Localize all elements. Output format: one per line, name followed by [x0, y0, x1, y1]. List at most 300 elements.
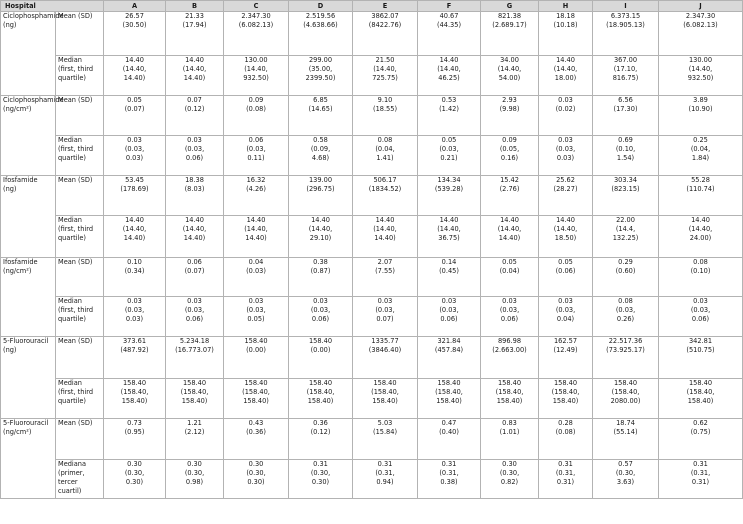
- value-cell: [481, 419, 539, 460]
- value-cell: [289, 136, 353, 176]
- table-row: [1, 258, 743, 297]
- col-header-e: E: [353, 1, 418, 12]
- value-line: (296.75): [306, 185, 335, 193]
- col-header-c: C: [224, 1, 289, 12]
- value-line: 0.29: [618, 258, 633, 266]
- value-line: (0.08): [246, 105, 266, 113]
- value-line: (158.40,: [551, 388, 580, 396]
- value-line: 130.00: [688, 56, 713, 64]
- value-cell: [104, 176, 166, 216]
- value-line: 0.38): [440, 478, 458, 486]
- value-line: 0.69: [618, 136, 633, 144]
- value-cell: [166, 96, 224, 136]
- value-line: 1335.77: [371, 337, 399, 345]
- value-line: 54.00): [498, 74, 521, 82]
- value-line: 2399.50): [305, 74, 336, 82]
- value-line: 0.05: [558, 258, 573, 266]
- value-line: 158.40: [122, 379, 147, 387]
- value-line: 0.03: [558, 96, 573, 104]
- value-cell: [659, 56, 743, 96]
- value-line: (0.31,: [439, 469, 459, 477]
- value-line: 0.16): [500, 154, 519, 162]
- value-line: 816.75): [612, 74, 639, 82]
- value-line: (0.45): [439, 267, 459, 275]
- value-line: 158.40): [243, 397, 269, 405]
- value-cell: [418, 216, 481, 258]
- value-line: 2.519.56: [305, 12, 336, 20]
- value-line: (0.87): [310, 267, 331, 275]
- value-line: 21.50: [375, 56, 395, 64]
- value-line: 3.89: [693, 96, 708, 104]
- value-cell: [289, 297, 353, 337]
- value-line: 18.38: [185, 176, 204, 184]
- value-line: (14.40,: [182, 225, 207, 233]
- value-line: (17.10,: [613, 65, 638, 73]
- stat-label-median: Median (first, third quartile): [56, 136, 104, 176]
- value-cell: [481, 216, 539, 258]
- value-line: 29.10): [309, 234, 332, 242]
- table-row: [1, 12, 743, 56]
- value-line: (0.03,: [555, 145, 576, 153]
- drug-group-label: [1, 419, 56, 499]
- value-line: 158.40: [182, 379, 207, 387]
- drug-unit: (ng): [3, 21, 17, 29]
- value-line: (1.42): [439, 105, 459, 113]
- value-line: 0.31: [377, 460, 393, 468]
- value-line: 0.43: [248, 419, 264, 427]
- value-line: 2.93: [502, 96, 517, 104]
- value-cell: [289, 460, 353, 499]
- value-cell: [539, 96, 593, 136]
- value-line: (8422.76): [368, 21, 402, 29]
- value-line: (0.10): [690, 267, 711, 275]
- value-line: 158.40: [613, 379, 638, 387]
- value-line: 0.31: [693, 460, 708, 468]
- value-line: 0.10: [127, 258, 142, 266]
- value-line: (0.07): [124, 105, 145, 113]
- value-line: 3.63): [616, 478, 635, 486]
- value-cell: [539, 136, 593, 176]
- value-line: (0.00): [246, 346, 266, 354]
- value-line: (0.03,: [555, 306, 576, 314]
- header-row: [1, 1, 743, 12]
- value-line: (0.03,: [439, 306, 459, 314]
- value-line: 139.00: [308, 176, 333, 184]
- value-line: (0.30,: [246, 469, 266, 477]
- value-line: 158.40: [497, 379, 522, 387]
- value-line: 3862.07: [371, 12, 399, 20]
- value-line: 158.40: [244, 379, 268, 387]
- value-line: (16.773.07): [175, 346, 214, 354]
- value-line: (0.03,: [246, 145, 266, 153]
- value-line: 14.40: [311, 216, 330, 224]
- value-line: (0.04): [499, 267, 520, 275]
- value-line: 14.40: [500, 216, 519, 224]
- value-cell: [593, 379, 659, 419]
- value-line: (0.60): [615, 267, 636, 275]
- value-line: 0.08: [618, 297, 633, 305]
- value-line: 14.40: [246, 216, 266, 224]
- value-line: 134.34: [437, 176, 461, 184]
- value-cell: [539, 176, 593, 216]
- value-line: 158.40): [552, 397, 579, 405]
- value-cell: [224, 96, 289, 136]
- value-cell: [481, 297, 539, 337]
- value-line: 14.40): [374, 234, 396, 242]
- value-line: (6.082.13): [238, 21, 274, 29]
- value-line: (0.07): [184, 267, 205, 275]
- value-line: 0.57: [618, 460, 633, 468]
- value-line: (158.40,: [242, 388, 270, 396]
- table-header: [1, 1, 743, 12]
- value-line: 0.06): [440, 315, 458, 323]
- value-line: 0.36: [313, 419, 328, 427]
- value-line: (14.40,: [437, 225, 461, 233]
- value-line: (17.94): [182, 21, 207, 29]
- value-cell: [659, 216, 743, 258]
- value-line: (10.18): [553, 21, 578, 29]
- value-line: (0.03,: [499, 306, 520, 314]
- value-cell: [539, 297, 593, 337]
- value-line: (9.98): [499, 105, 520, 113]
- value-line: (14.40,: [688, 225, 713, 233]
- drug-name: 5-Fluorouracil: [3, 337, 49, 345]
- value-cell: [224, 379, 289, 419]
- value-line: 0.06): [185, 315, 204, 323]
- value-line: (4.26): [246, 185, 266, 193]
- stat-label-mean: Mean (SD): [56, 337, 104, 379]
- value-line: (0.03,: [124, 306, 145, 314]
- value-cell: [418, 379, 481, 419]
- value-line: 0.03): [556, 154, 575, 162]
- value-line: (55.14): [613, 428, 638, 436]
- value-line: 14.40): [183, 74, 206, 82]
- value-line: (0.08): [555, 428, 576, 436]
- value-line: 15.42: [500, 176, 519, 184]
- value-line: 367.00: [613, 56, 638, 64]
- value-line: 0.58: [313, 136, 328, 144]
- value-cell: [418, 56, 481, 96]
- value-line: 9.10: [377, 96, 393, 104]
- value-line: 36.75): [438, 234, 460, 242]
- col-header-h: H: [539, 1, 593, 12]
- value-line: 0.03: [502, 297, 517, 305]
- value-line: (0.31,: [555, 469, 576, 477]
- value-line: 2.07: [377, 258, 393, 266]
- value-line: 0.03: [187, 297, 202, 305]
- value-line: 0.06: [248, 136, 264, 144]
- value-line: 158.40): [436, 397, 462, 405]
- value-line: 14.40: [375, 216, 395, 224]
- value-line: (0.30,: [184, 469, 205, 477]
- value-cell: [224, 136, 289, 176]
- value-cell: [289, 419, 353, 460]
- value-cell: [593, 12, 659, 56]
- table-row: [1, 337, 743, 379]
- value-line: (14.40,: [373, 65, 397, 73]
- value-line: 0.03): [125, 154, 144, 162]
- value-line: (14.40,: [244, 225, 268, 233]
- stat-label-mean: Mean (SD): [56, 258, 104, 297]
- value-cell: [224, 297, 289, 337]
- value-line: 342.81: [688, 337, 713, 345]
- value-line: (14.40,: [553, 225, 578, 233]
- value-line: 34.00: [500, 56, 519, 64]
- value-line: (0.30,: [124, 469, 145, 477]
- value-line: 22.517.36: [608, 337, 643, 345]
- value-cell: [539, 56, 593, 96]
- value-cell: [289, 96, 353, 136]
- value-cell: [418, 176, 481, 216]
- value-cell: [353, 379, 418, 419]
- value-cell: [224, 216, 289, 258]
- col-header-j: J: [659, 1, 743, 12]
- value-line: 46.25): [438, 74, 460, 82]
- value-line: 25.62: [556, 176, 575, 184]
- value-line: (158.40,: [120, 388, 149, 396]
- value-line: (0.00): [310, 346, 331, 354]
- value-line: (2.689.17): [492, 21, 527, 29]
- value-line: 0.03: [248, 297, 264, 305]
- col-header-b: B: [166, 1, 224, 12]
- value-line: (0.04,: [690, 145, 711, 153]
- stat-label-mean: Mean (SD): [56, 176, 104, 216]
- value-line: 0.30): [125, 478, 144, 486]
- value-cell: [166, 136, 224, 176]
- value-cell: [224, 258, 289, 297]
- value-cell: [659, 12, 743, 56]
- value-line: (0.03,: [246, 306, 266, 314]
- value-line: 0.47: [441, 419, 457, 427]
- value-line: 14.40): [123, 234, 146, 242]
- value-line: (14.40,: [437, 65, 461, 73]
- value-line: 158.40: [373, 379, 397, 387]
- value-line: (0.05,: [499, 145, 520, 153]
- value-line: 373.61: [122, 337, 147, 345]
- value-line: 6.373.15: [610, 12, 641, 20]
- value-line: 0.07: [187, 96, 202, 104]
- value-line: 18.18: [556, 12, 575, 20]
- value-cell: [659, 297, 743, 337]
- value-line: 1.41): [376, 154, 394, 162]
- value-cell: [166, 56, 224, 96]
- value-line: 18.74: [616, 419, 635, 427]
- value-cell: [166, 176, 224, 216]
- value-line: (14.40,: [122, 65, 147, 73]
- value-line: 130.00: [244, 56, 268, 64]
- value-line: 0.06): [185, 154, 204, 162]
- value-cell: [224, 337, 289, 379]
- value-cell: [289, 216, 353, 258]
- value-cell: [659, 96, 743, 136]
- value-cell: [418, 12, 481, 56]
- value-line: 1.84): [691, 154, 710, 162]
- value-line: (7.55): [375, 267, 395, 275]
- value-cell: [481, 136, 539, 176]
- value-line: 0.03: [377, 297, 393, 305]
- value-cell: [418, 297, 481, 337]
- stat-label-median: Median (first, third quartile): [56, 379, 104, 419]
- value-cell: [659, 460, 743, 499]
- value-line: (8.03): [184, 185, 205, 193]
- value-line: 0.08: [693, 258, 708, 266]
- value-line: 0.31): [691, 478, 710, 486]
- value-line: 14.40): [245, 234, 267, 242]
- value-cell: [104, 379, 166, 419]
- value-line: 158.40): [687, 397, 714, 405]
- value-line: (30.50): [122, 21, 147, 29]
- value-line: 4.68): [311, 154, 330, 162]
- value-line: (6.082.13): [683, 21, 718, 29]
- value-line: (0.03,: [375, 306, 395, 314]
- value-line: 158.40: [437, 379, 461, 387]
- value-line: 0.53: [441, 96, 457, 104]
- value-line: (14.40,: [497, 65, 522, 73]
- value-line: (0.03,: [184, 145, 205, 153]
- value-line: 0.03: [441, 297, 457, 305]
- value-cell: [481, 56, 539, 96]
- value-line: 725.75): [372, 74, 398, 82]
- table-row: [1, 56, 743, 96]
- value-line: (158.40,: [495, 388, 524, 396]
- value-line: 5.03: [377, 419, 393, 427]
- value-line: (0.95): [124, 428, 145, 436]
- value-line: 0.03: [127, 297, 142, 305]
- value-line: (44.35): [437, 21, 462, 29]
- value-line: 0.03: [558, 136, 573, 144]
- value-cell: [539, 337, 593, 379]
- value-cell: [593, 419, 659, 460]
- value-cell: [418, 337, 481, 379]
- value-line: (0.34): [124, 267, 145, 275]
- value-line: 0.03: [558, 297, 573, 305]
- value-line: (0.09,: [310, 145, 331, 153]
- value-line: (0.03,: [439, 145, 459, 153]
- value-cell: [166, 297, 224, 337]
- drug-group-label: [1, 96, 64, 176]
- col-header-g: G: [481, 1, 539, 12]
- value-line: (14.40,: [688, 65, 713, 73]
- value-cell: [104, 258, 166, 297]
- value-line: (0.30,: [499, 469, 520, 477]
- drug-name: Ifosfamide: [3, 176, 38, 184]
- value-line: (158.40,: [686, 388, 715, 396]
- value-line: (0.06): [555, 267, 576, 275]
- value-cell: [104, 12, 166, 56]
- value-cell: [481, 176, 539, 216]
- value-line: 14.40: [691, 216, 710, 224]
- value-cell: [224, 12, 289, 56]
- value-line: (2.663.00): [492, 346, 527, 354]
- stat-label-median: Mediana (primer, tercer cuartil): [56, 460, 104, 499]
- value-line: 932.50): [687, 74, 714, 82]
- value-line: 0.07): [376, 315, 394, 323]
- value-cell: [353, 419, 418, 460]
- value-line: 14.40: [125, 216, 144, 224]
- value-line: 26.57: [125, 12, 144, 20]
- value-line: (0.31,: [690, 469, 711, 477]
- value-line: 158.40: [244, 337, 268, 345]
- value-line: 0.73: [127, 419, 142, 427]
- value-line: (14.65): [308, 105, 333, 113]
- value-cell: [166, 258, 224, 297]
- value-cell: [481, 460, 539, 499]
- value-line: 932.50): [243, 74, 269, 82]
- value-line: (1.01): [499, 428, 520, 436]
- value-line: 896.98: [497, 337, 522, 345]
- value-cell: [224, 460, 289, 499]
- value-line: 0.04): [556, 315, 575, 323]
- value-cell: [418, 258, 481, 297]
- value-cell: [166, 419, 224, 460]
- drug-unit: (ng): [3, 185, 17, 193]
- value-line: (0.03,: [615, 306, 636, 314]
- value-line: (0.75): [690, 428, 711, 436]
- stat-label-mean: Mean (SD): [56, 96, 104, 136]
- value-line: (823.15): [611, 185, 640, 193]
- stat-label-mean: Mean (SD): [56, 12, 104, 56]
- value-line: 0.83: [502, 419, 517, 427]
- table-row: [1, 96, 743, 136]
- value-cell: [418, 136, 481, 176]
- value-line: 0.25: [693, 136, 708, 144]
- value-line: 321.84: [437, 337, 461, 345]
- value-line: (17.30): [613, 105, 638, 113]
- value-cell: [104, 337, 166, 379]
- drug-group-label: [1, 337, 56, 419]
- stat-label-median: Median (first, third quartile): [56, 216, 104, 258]
- value-line: (2.76): [499, 185, 520, 193]
- value-line: (18.905.13): [606, 21, 645, 29]
- value-line: 0.05: [502, 258, 517, 266]
- value-line: (0.10,: [615, 145, 636, 153]
- value-line: (457.84): [434, 346, 464, 354]
- value-line: 2.347.30: [241, 12, 271, 20]
- value-line: 158.40: [688, 379, 713, 387]
- value-line: 0.30: [187, 460, 202, 468]
- value-line: 6.56: [618, 96, 633, 104]
- value-line: (2.12): [184, 428, 205, 436]
- value-line: 14.40): [123, 74, 146, 82]
- value-line: 0.94): [376, 478, 394, 486]
- value-line: (14.40,: [373, 225, 397, 233]
- drug-unit: (ng/cm²): [3, 428, 32, 436]
- value-line: (0.36): [246, 428, 266, 436]
- value-line: 0.30: [502, 460, 517, 468]
- value-line: 0.30): [311, 478, 330, 486]
- value-cell: [104, 96, 166, 136]
- value-line: 158.40): [307, 397, 334, 405]
- value-cell: [539, 258, 593, 297]
- value-cell: [353, 96, 418, 136]
- value-line: 2080.00): [610, 397, 641, 405]
- value-line: (0.03): [246, 267, 266, 275]
- value-line: (487.92): [120, 346, 149, 354]
- value-line: (10.90): [688, 105, 713, 113]
- value-cell: [224, 176, 289, 216]
- value-line: 22.00: [616, 216, 635, 224]
- table-row: [1, 460, 743, 499]
- value-line: (158.40,: [306, 388, 335, 396]
- col-header-f: F: [418, 1, 481, 12]
- value-line: 162.57: [553, 337, 578, 345]
- value-cell: [481, 96, 539, 136]
- drug-name: Ifosfamide: [3, 258, 38, 266]
- value-line: (0.02): [555, 105, 576, 113]
- value-line: (14.40,: [553, 65, 578, 73]
- value-line: 158.40): [181, 397, 208, 405]
- value-cell: [593, 337, 659, 379]
